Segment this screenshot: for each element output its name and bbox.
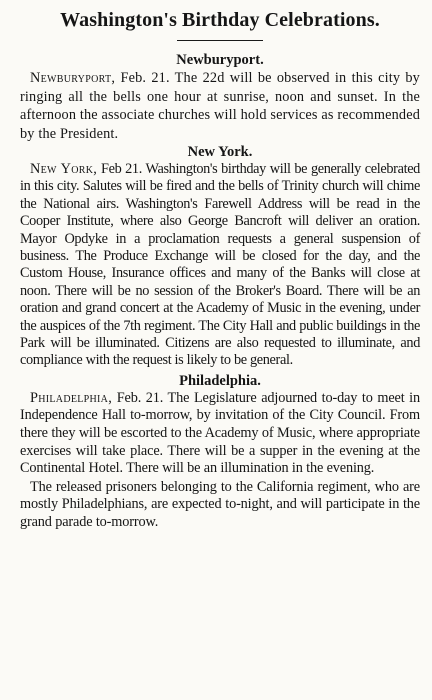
- paragraph-text: Feb. 21. The 22d will be observed in this city by ringing all the bells one hour at sunrise, noon and sunset. In the afternoon the associate churches will hold services as recommended by the President.: [20, 70, 420, 142]
- dateline: Philadelphia,: [30, 389, 113, 406]
- section-paragraph: [20, 69, 420, 143]
- title-divider: [177, 40, 263, 41]
- section-paragraph: [20, 479, 420, 532]
- section-heading: Philadelphia.: [179, 372, 261, 389]
- section-heading: New York.: [187, 144, 253, 160]
- article-title: Washington's Birthday Celebrations.: [60, 9, 380, 31]
- section-heading: Newburyport.: [176, 52, 264, 68]
- section-newburyport: [20, 51, 420, 143]
- paragraph-text: Feb. 21. The Legislature adjourned to-day to meet in Independence Hall to-morrow, by invitation of the City Council. From there they will be escorted to the Academy of Music, where appropriate exercises will take place. There will be a supper in the evening at the Continental Hotel. There will be an illumination in the evening.: [20, 389, 420, 477]
- section-new-york: [20, 143, 420, 370]
- paragraph-text: The released prisoners belonging to the California regiment, who are mostly Philadelphians, are expected to-night, and will participate in the grand parade to-morrow.: [20, 478, 420, 531]
- dateline: New York,: [30, 161, 98, 177]
- dateline: Newburyport,: [30, 70, 116, 86]
- section-paragraph: [20, 390, 420, 478]
- section-philadelphia: [20, 372, 420, 532]
- paragraph-text: Feb 21. Washington's birthday will be generally celebrated in this city. Salutes will be fired and the bells of Trinity church will chime the National airs. Washington's Farewell Address will be read in the Cooper Institute, where also George Bancroft will deliver an oration. Mayor Opdyke in a proclamation requests a general suspension of business. The Produce Exchange will be closed for the day, and the Custom House, Insurance offices and many of the Banks will close at noon. There will be no session of the Broker's Board. There will be an oration and grand concert at the Academy of Music in the evening, under the auspices of the 7th regiment. The City Hall and public buildings in the Park will be illuminated. Citizens are also requested to illuminate, and compliance with the request is likely to be general.: [20, 161, 420, 369]
- section-paragraph: [20, 161, 420, 370]
